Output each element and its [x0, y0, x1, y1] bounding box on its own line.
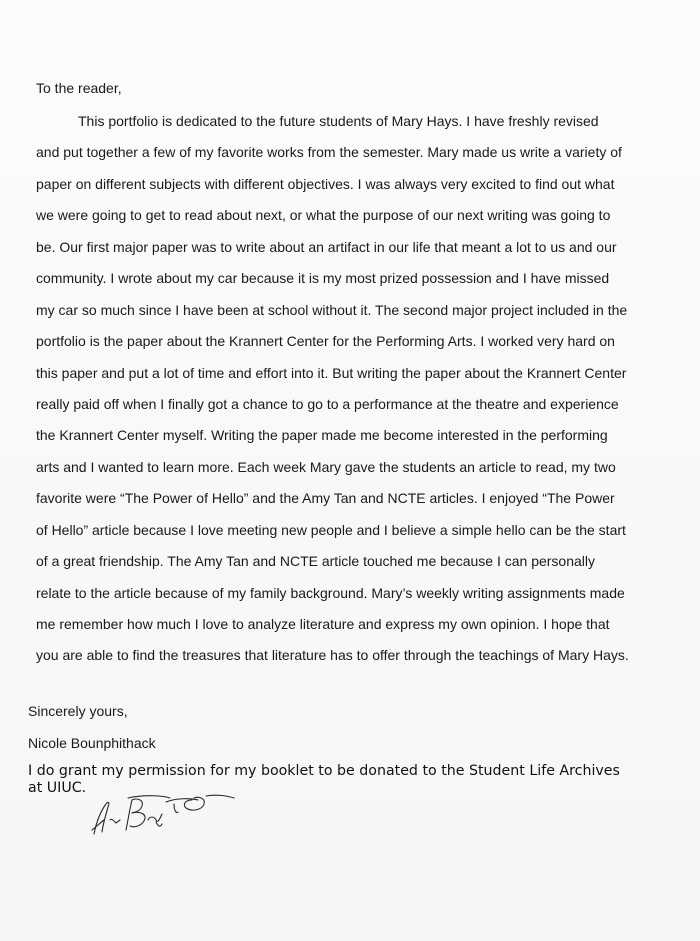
body-line: and put together a few of my favorite works from the semester. Mary made us write a variety of	[36, 144, 622, 161]
body-line: of Hello” article because I love meeting new people and I believe a simple hello can be the start	[36, 521, 626, 538]
body-line: community. I wrote about my car because it is my most prized possession and I have missed	[36, 270, 610, 287]
body-line: arts and I wanted to learn more. Each week Mary gave the students an article to read, my two	[36, 458, 616, 475]
body-line: we were going to get to read about next, or what the purpose of our next writing was going to	[36, 207, 611, 224]
permission-line: at UIUC.	[28, 780, 87, 796]
permission-line: I do grant my permission for my booklet to be donated to the Student Life Archives	[28, 763, 620, 779]
body-line: paper on different subjects with different objectives. I was always very excited to find out what	[36, 175, 615, 192]
author-name: Nicole Bounphithack	[28, 735, 156, 751]
body-line: my car so much since I have been at school without it. The second major project included in the	[36, 301, 628, 318]
body-line: you are able to find the treasures that literature has to offer through the teachings of Mary Hays.	[36, 647, 629, 664]
body-line: this paper and put a lot of time and effort into it. But writing the paper about the Krannert Center	[36, 364, 627, 381]
body-line: favorite were “The Power of Hello” and the Amy Tan and NCTE articles. I enjoyed “The Power	[36, 490, 615, 507]
body-line: This portfolio is dedicated to the future students of Mary Hays. I have freshly revised	[78, 113, 599, 129]
body-line: be. Our first major paper was to write about an artifact in our life that meant a lot to us and our	[36, 238, 617, 255]
handwritten-signature	[86, 790, 256, 842]
body-line: really paid off when I finally got a chance to go to a performance at the theatre and experience	[36, 395, 619, 412]
body-line: relate to the article because of my family background. Mary’s weekly writing assignments made	[36, 584, 625, 601]
body-line: portfolio is the paper about the Krannert Center for the Performing Arts. I worked very hard on	[36, 333, 615, 350]
body-line: of a great friendship. The Amy Tan and NCTE article touched me because I can personally	[36, 553, 596, 570]
letter-closing: Sincerely yours,	[28, 703, 128, 719]
body-line: the Krannert Center myself. Writing the paper made me become interested in the performing	[36, 427, 608, 444]
body-line: me remember how much I love to analyze literature and express my own opinion. I hope that	[36, 616, 610, 632]
letter-greeting: To the reader,	[36, 80, 122, 96]
letter-body	[36, 112, 676, 678]
